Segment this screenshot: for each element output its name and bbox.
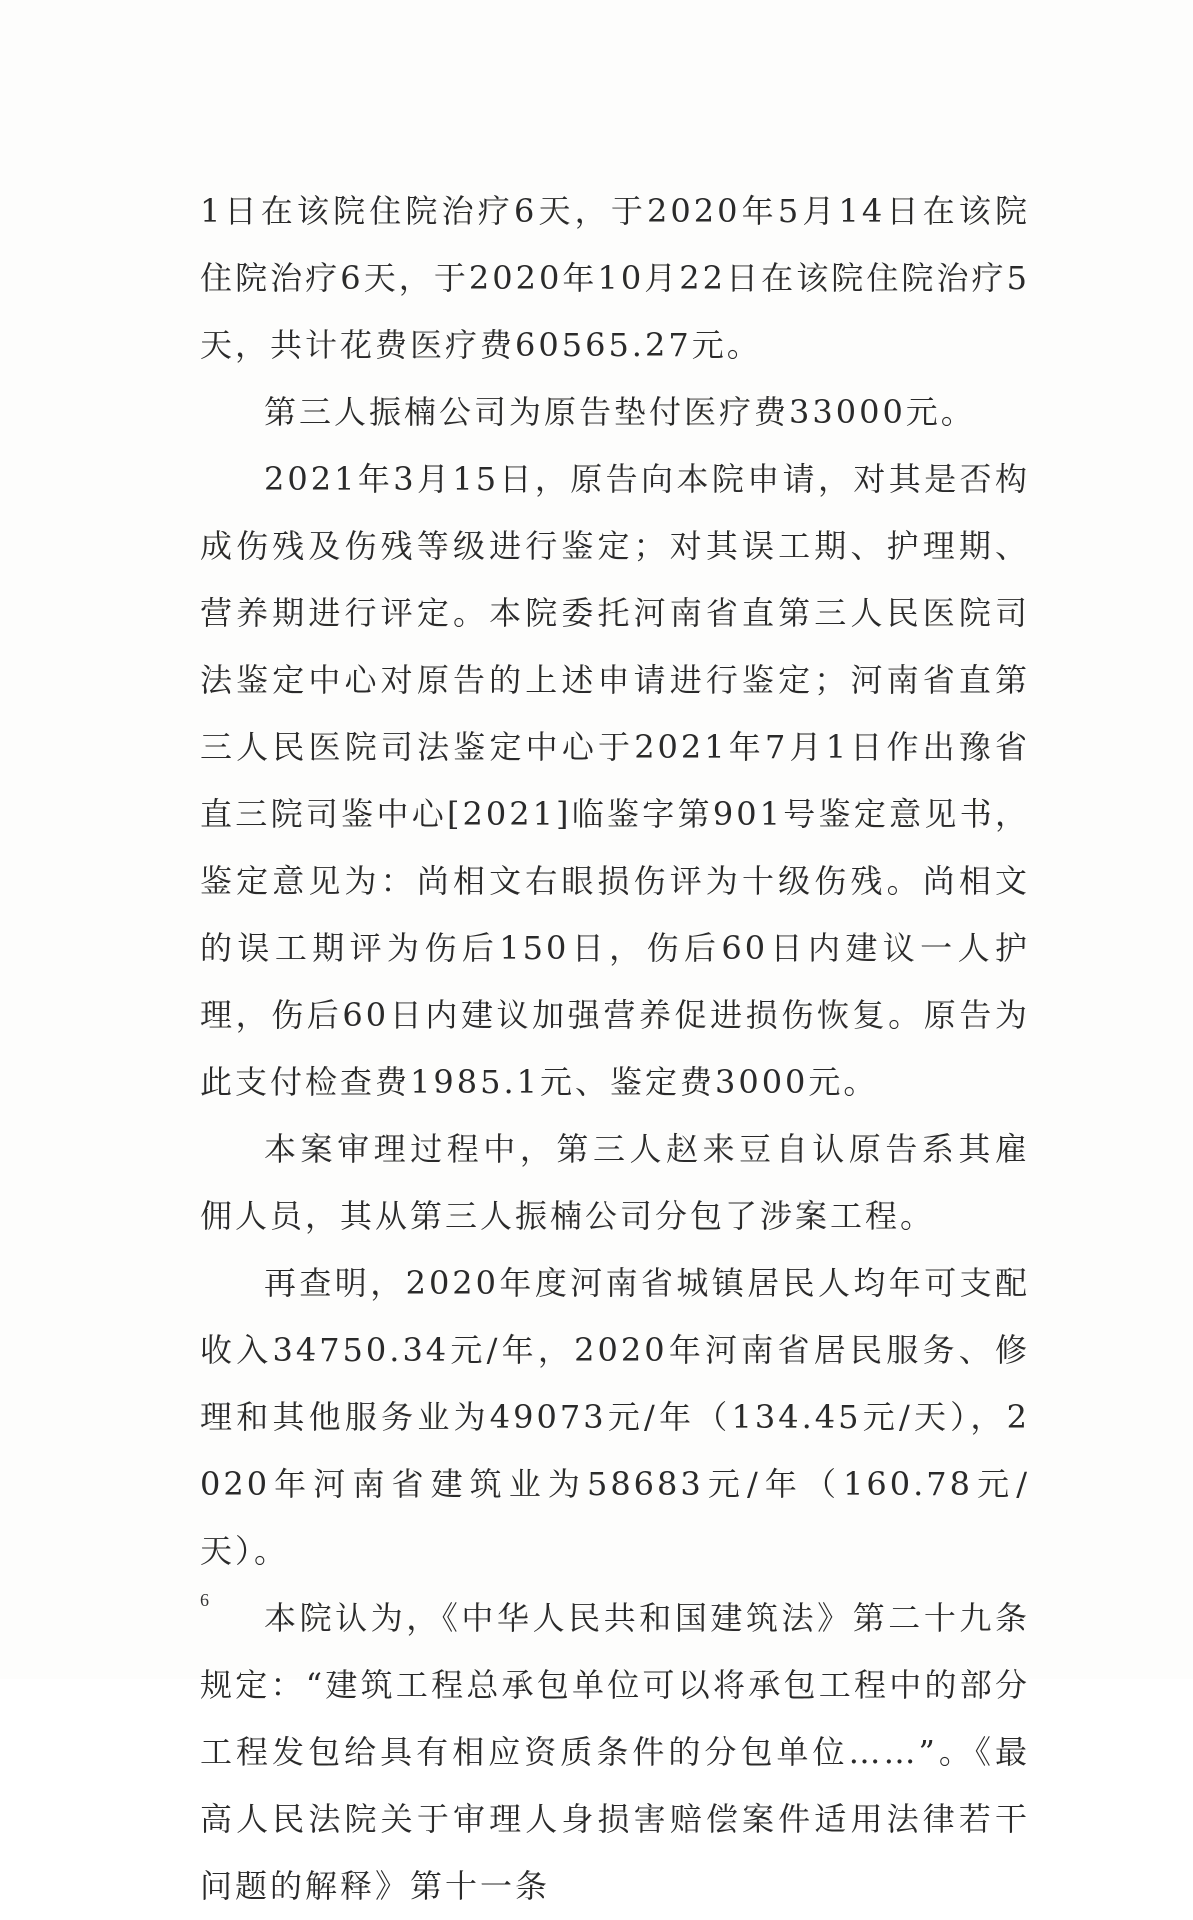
paragraph-trial-process: 本案审理过程中，第三人赵来豆自认原告系其雇佣人员，其从第三人振楠公司分包了涉案工程。	[200, 1130, 1030, 1235]
paragraph-advance-payment: 第三人振楠公司为原告垫付医疗费33000元。	[264, 393, 976, 431]
paragraph-hospital-stays: 1日在该院住院治疗6天，于2020年5月14日在该院住院治疗6天，于2020年10月22日在该院住院治疗5天，共计花费医疗费60565.27元。	[200, 192, 1030, 364]
page-number: 6	[200, 1590, 209, 1610]
paragraph-court-opinion: 本院认为，《中华人民共和国建筑法》第二十九条规定：“建筑工程总承包单位可以将承包工程中的部分工程发包给具有相应资质条件的分包单位……”。《最高人民法院关于审理人身损害赔偿案件适用法律若干问题的解释》第十一条	[200, 1599, 1030, 1905]
document-body	[200, 178, 1030, 1920]
paragraph-further-findings: 再查明，2020年度河南省城镇居民人均年可支配收入34750.34元/年，2020年河南省居民服务、修理和其他服务业为49073元/年（134.45元/天），2020年河南省建筑业为58683元/年（160.78元/天）。	[200, 1264, 1030, 1570]
paragraph-appraisal: 2021年3月15日，原告向本院申请，对其是否构成伤残及伤残等级进行鉴定；对其误工期、护理期、营养期进行评定。本院委托河南省直第三人民医院司法鉴定中心对原告的上述申请进行鉴定；河南省直第三人民医院司法鉴定中心于2021年7月1日作出豫省直三院司鉴中心[2021]临鉴字第901号鉴定意见书，鉴定意见为：尚相文右眼损伤评为十级伤残。尚相文的误工期评为伤后150日，伤后60日内建议一人护理，伤后60日内建议加强营养促进损伤恢复。原告为此支付检查费1985.1元、鉴定费3000元。	[200, 460, 1030, 1101]
